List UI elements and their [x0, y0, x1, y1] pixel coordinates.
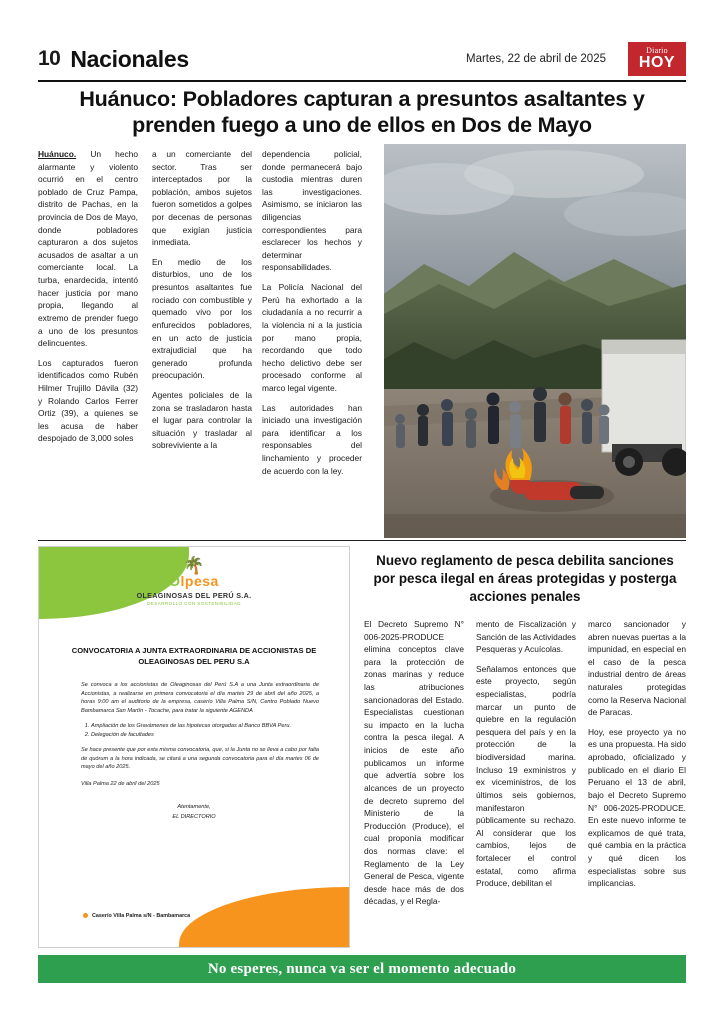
article2-column-2 [476, 618, 576, 897]
ad-orange-decoration [179, 887, 349, 947]
section-divider [38, 540, 686, 541]
article1-headline: Huánuco: Pobladores capturan a presuntos asaltantes y prenden fuego a uno de ellos en Dos de Mayo [79, 87, 645, 138]
bottom-banner [38, 955, 686, 983]
article2-headline: Nuevo reglamento de pesca debilita sanciones por pesca ilegal en áreas protegidas y posterga acciones penales [373, 553, 677, 605]
ad-place-date: Villa Palma 22 de abril del 2025 [81, 781, 160, 787]
ad-title: CONVOCATORIA A JUNTA EXTRAORDINARIA DE ACCIONISTAS DE OLEAGINOSAS DEL PERU S.A [71, 646, 317, 667]
ad-company-name: OLEAGINOSAS DEL PERÚ S.A. [136, 591, 252, 600]
ad-brand-initial: O [169, 573, 181, 589]
ad-brand-rest: lpesa [180, 573, 219, 589]
ad-body [81, 681, 319, 778]
ad-signature [39, 803, 349, 822]
ad-sign-name: EL DIRECTORIO [172, 813, 216, 820]
photo-illustration [384, 144, 686, 538]
article2-column-3 [588, 618, 686, 897]
header-divider [38, 80, 686, 82]
article1-col1-p2: Los capturados fueron identificados como Rubén Hilmer Trujillo Dávila (32) y Rolando Carlos Ferrer Ortiz (39), a quienes se les acusa de haber despojado de 3,000 soles [38, 357, 138, 444]
article1-photo [384, 144, 686, 538]
ad-agenda-item-2: 2. Delegación de facultades [91, 731, 319, 740]
masthead [38, 42, 686, 76]
ad-footer [83, 913, 190, 919]
article2-col3-p1: marco sancionador y abren nuevas puertas a la impunidad, en especial en el caso de la pesca industrial dentro de áreas naturales protegidas como la Reserva Nacional de Paracas. [588, 619, 686, 718]
dateline: Huánuco. [38, 149, 77, 159]
palm-tree-icon: 🌴 [183, 556, 205, 575]
ad-agenda-item-1: 1. Ampliación de los Gravámenes de las hipotecas otorgadas al Banco BBVA Peru. [91, 722, 319, 731]
article1-col2-p3: Agentes policiales de la zona se trasladaron hasta el lugar para controlar la situación y trasladar al sobreviviente a la [152, 389, 252, 451]
article1-col2-p1: a un comerciante del sector. Tras ser interceptados por la población, ambos sujetos fueron sometidos a golpes por decenas de personas que exigían justicia inmediata. [152, 149, 252, 248]
article1-column-1 [38, 148, 138, 452]
advertisement-olpesa [38, 546, 350, 948]
article1-col1-p1: Un hecho alarmante y violento ocurrió en el centro poblado de Cruz Pampa, distrito de Pachas, en la provincia de Dos de Mayo, donde pobladores capturaron a dos sujetos acusados de asaltar a un comerciante local. La turba, enardecida, intentó hacer justicia por mano propia, llegando al extremo de prender fuego a uno de los presuntos delincuentes. [38, 149, 138, 349]
article2-column-1 [364, 618, 464, 915]
ad-slogan: DESARROLLO CON SOSTENIBILIDAD [147, 601, 241, 606]
article1-column-3 [262, 148, 362, 484]
article1-column-2 [152, 148, 252, 459]
location-dot-icon [83, 913, 88, 918]
ad-brand-name [39, 574, 349, 588]
ad-note: Se hace presente que por esta misma convocatoria, que, si la Junta no se lleva a cabo por falta de quórum a la hora indicada, se citará a una segunda convocatoria para el día martes 06 de mayo del año 2025. [81, 746, 319, 771]
article1-col3-p3: Las autoridades han iniciado una investigación para identificar a los responsables del linchamiento y proceder de acuerdo con la ley. [262, 402, 362, 476]
logo-bottom-text: HOY [638, 54, 676, 71]
article2-col1-p1: El Decreto Supremo N° 006-2025-PRODUCE elimina conceptos clave para la protección de zonas marinas y reduce las atribuciones sancionadoras del Estado. Especialistas cuestionan su impacto en la lucha contra la pesca ilegal. A inicios de este año publicamos un informe que advertía sobre los alcances de un proyecto de decreto supremo del Ministerio de la Producción (Produce), el cual proponía modificar dos normas clave: el Reglamento de la Ley General de Pesca, vigente desde hace más de dos décadas, y el Regla- [364, 619, 464, 907]
ad-sign-label: Atentamente, [177, 804, 211, 810]
publication-date: Martes, 22 de abril de 2025 [465, 53, 606, 65]
newspaper-logo [628, 42, 686, 76]
article1-col3-p1: dependencia policial, donde permanecerá bajo custodia mientras duren las investigaciones. Asimismo, se iniciaron las diligencias correspondientes para esclarecer los hechos y determinar responsabilidades. [262, 149, 362, 273]
article1-col3-p2: La Policía Nacional del Perú ha exhortado a la ciudadanía a no recurrir a la violencia ni a la justicia por mano propia, recordando que todo hecho delictivo debe ser procesado conforme al marco legal vigente. [262, 282, 362, 393]
ad-body-text: Se convoca a los accionistas de Oleaginosas del Perú S.A a una Junta extraordinaria de Accionistas, a realizarse en primera convocatoria el día martes 29 de abril del año 2025, a horas 9:00 am el auditorio de la empresa, caserío Villa Palma S/N, Centro Poblado Nuevo Bambamarca San Martín - Tocache, para tratar la siguiente AGENDA [81, 682, 319, 714]
ad-agenda-list [91, 722, 319, 740]
article2-col2-p1: mento de Fiscalización y Sanción de las Actividades Pesqueras y Acuícolas. [476, 619, 576, 655]
article2-col3-p2: Hoy, ese proyecto ya no es una propuesta. Ha sido aprobado, oficializado y publicado en el diario El Peruano el 13 de abril, bajo el Decreto Supremo N° 006-2025-PRODUCE. En este nuevo informe te explicamos de qué trata, qué cambia en la práctica y qué dicen los especialistas sobre sus implicancias. [588, 726, 686, 889]
ad-footer-text: Caserío Villa Palma s/N - Bambamarca [92, 913, 191, 919]
page-number: 10 [38, 47, 61, 70]
section-title: Nacionales [70, 45, 189, 72]
article1-col2-p2: En medio de los disturbios, uno de los presuntos asaltantes fue rociado con combustible y quemado vivo por los enfurecidos pobladores, en un acto de justicia extrajudicial que ha generado profunda preocupación. [152, 256, 252, 381]
logo-top-text: Diario [646, 46, 668, 55]
article2-col2-p2: Señalamos entonces que este proyecto, según especialistas, podría marcar un punto de quiebre en la regulación pesquera del país y en la protección de la biodiversidad marina. Incluso 19 exministros y ex viceministros, de los últimos seis gobiernos, manifestaron públicamente su rechazo. Al considerar que los cambios, lejos de fortalecer el control estatal, como afirma Produce, debilitan el [476, 663, 576, 889]
banner-text: No esperes, nunca va ser el momento adecuado [207, 960, 517, 977]
ad-logo [39, 557, 349, 606]
